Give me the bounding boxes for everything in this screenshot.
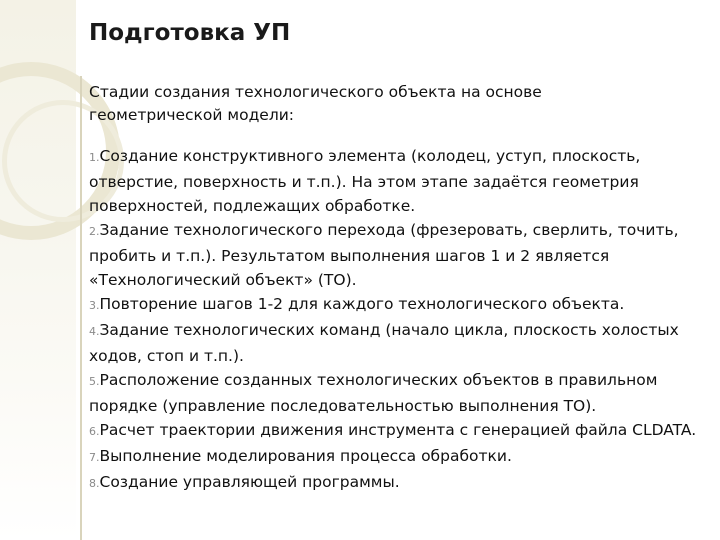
step-number: 3. — [89, 299, 100, 312]
step-text: Создание управляющей программы. — [99, 473, 400, 491]
step-item — [89, 218, 715, 292]
step-item — [89, 444, 715, 470]
step-text: Выполнение моделирования процесса обработки. — [99, 447, 512, 465]
step-item — [89, 418, 715, 444]
step-item — [89, 470, 715, 496]
step-number: 7. — [89, 451, 100, 464]
step-text: Расчет траектории движения инструмента с генерацией файла CLDATA. — [99, 421, 697, 439]
step-text: Повторение шагов 1-2 для каждого технологического объекта. — [99, 295, 625, 313]
vertical-divider — [80, 76, 82, 540]
intro-text: Стадии создания технологического объекта на основе геометрической модели: — [89, 83, 542, 124]
step-number: 8. — [89, 477, 100, 490]
step-item — [89, 292, 715, 318]
step-item — [89, 318, 715, 368]
step-number: 6. — [89, 425, 100, 438]
steps-list — [89, 144, 715, 496]
slide-title: Подготовка УП — [89, 20, 291, 46]
step-number: 5. — [89, 375, 100, 388]
step-text: Задание технологических команд (начало цикла, плоскость холостых ходов, стоп и т.п.). — [89, 321, 679, 365]
step-item — [89, 368, 715, 418]
step-number: 1. — [89, 151, 100, 164]
step-text: Задание технологического перехода (фрезеровать, сверлить, точить, пробить и т.п.). Результатом выполнения шагов 1 и 2 является «Технологический объект» (ТО). — [89, 221, 679, 289]
step-item — [89, 144, 715, 218]
step-number: 2. — [89, 225, 100, 238]
step-text: Расположение созданных технологических объектов в правильном порядке (управление последовательностью выполнения ТО). — [89, 371, 658, 415]
step-text: Создание конструктивного элемента (колодец, уступ, плоскость, отверстие, поверхность и т.п.). На этом этапе задаётся геометрия поверхностей, подлежащих обработке. — [89, 147, 641, 215]
step-number: 4. — [89, 325, 100, 338]
